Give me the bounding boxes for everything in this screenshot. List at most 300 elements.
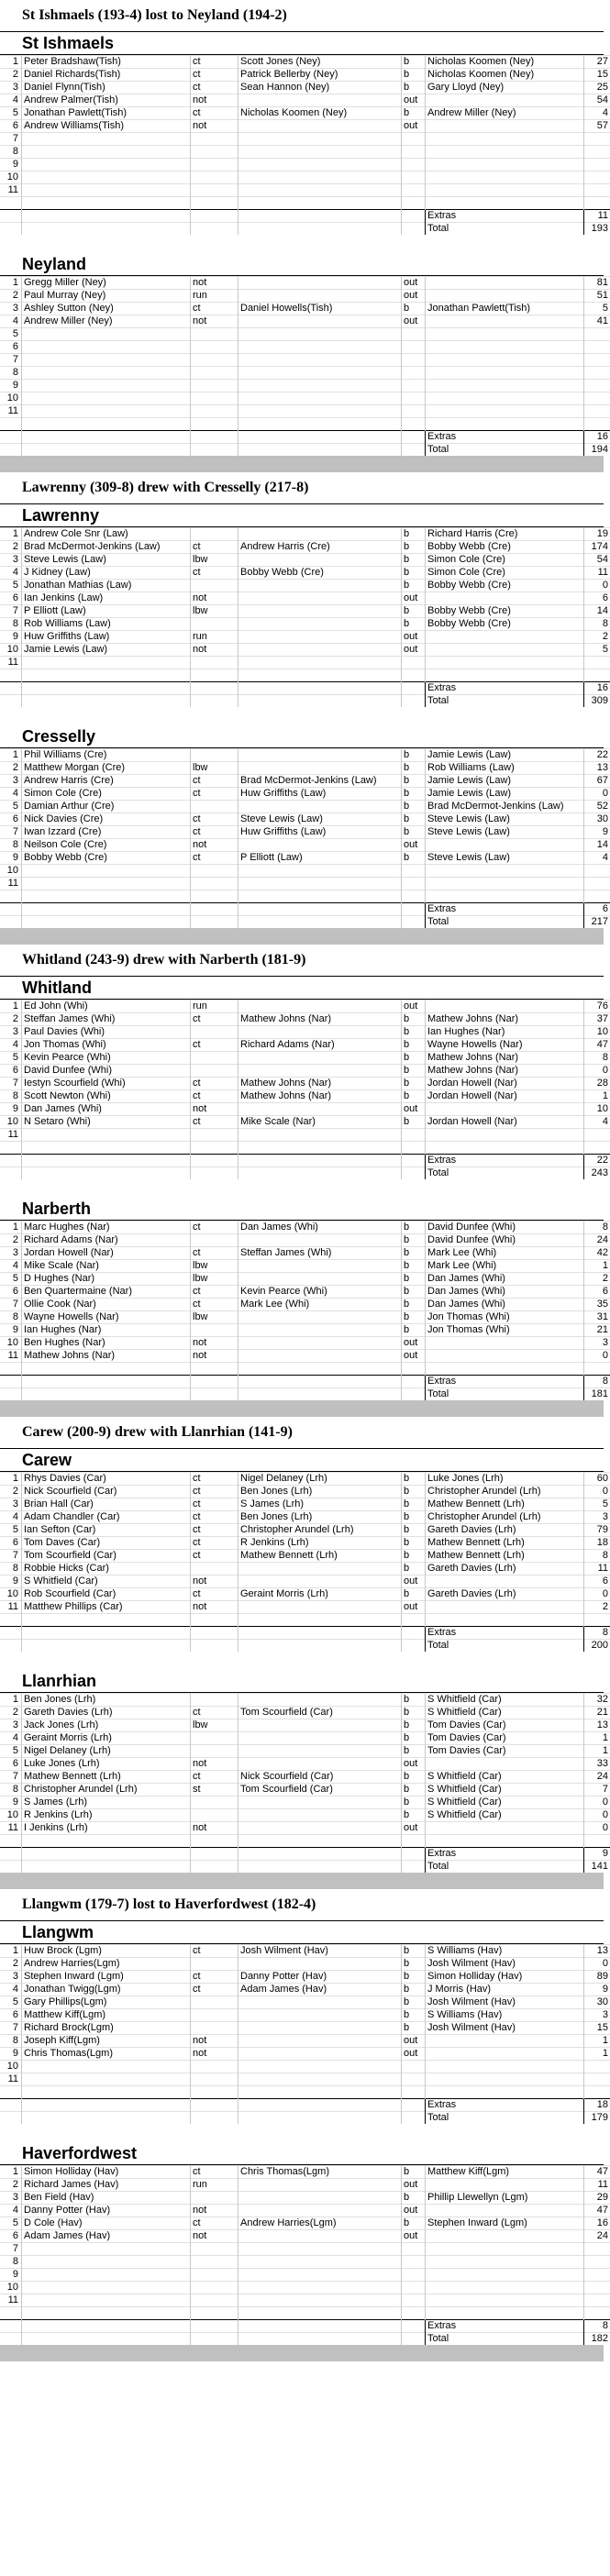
bowler-name xyxy=(426,2073,584,2086)
fielder-name: Mark Lee (Whi) xyxy=(238,1299,402,1311)
fielder-name xyxy=(238,801,402,813)
batting-position: 6 xyxy=(0,813,22,826)
extras-label: Extras xyxy=(426,1627,584,1640)
empty-cell xyxy=(238,1155,402,1167)
empty-cell xyxy=(191,1167,238,1180)
empty-cell xyxy=(426,669,584,682)
empty-cell xyxy=(0,2320,22,2333)
bowler-name: Simon Cole (Cre) xyxy=(426,567,584,580)
bowled-marker xyxy=(402,133,426,146)
bowler-name: Mark Lee (Whi) xyxy=(426,1260,584,1273)
total-row xyxy=(0,2333,610,2346)
bowled-marker: b xyxy=(402,1771,426,1784)
bowler-name: Nicholas Koomen (Ney) xyxy=(426,69,584,82)
runs: 2 xyxy=(584,631,610,644)
fielder-name: Daniel Howells(Tish) xyxy=(238,303,402,315)
bowler-name: Dan James (Whi) xyxy=(426,1299,584,1311)
dismissal-type: ct xyxy=(191,1078,238,1090)
empty-cell xyxy=(584,1363,610,1376)
bowler-name: Wayne Howells (Nar) xyxy=(426,1039,584,1052)
empty-cell xyxy=(0,431,22,444)
runs xyxy=(584,184,610,197)
batting-position: 4 xyxy=(0,2205,22,2217)
fielder-name xyxy=(238,1052,402,1065)
dismissal-type: not xyxy=(191,592,238,605)
fielder-name: Tom Scourfield (Car) xyxy=(238,1707,402,1719)
batsman-name: Ed John (Whi) xyxy=(22,1001,191,1013)
fielder-name xyxy=(238,159,402,171)
empty-cell xyxy=(238,1640,402,1653)
batting-position: 11 xyxy=(0,1129,22,1142)
batting-row xyxy=(0,1273,610,1286)
batting-position: 1 xyxy=(0,1694,22,1707)
bowled-marker: b xyxy=(402,1486,426,1498)
batsman-name: Adam Chandler (Car) xyxy=(22,1511,191,1524)
fielder-name xyxy=(238,657,402,669)
empty-cell xyxy=(191,431,238,444)
bowled-marker xyxy=(402,2061,426,2073)
runs xyxy=(584,328,610,341)
empty-cell xyxy=(0,2086,22,2099)
bowled-marker: b xyxy=(402,528,426,541)
fielder-name xyxy=(238,2256,402,2269)
batting-row xyxy=(0,2269,610,2282)
empty-cell xyxy=(22,1155,191,1167)
bowled-marker: b xyxy=(402,1996,426,2009)
dismissal-type: ct xyxy=(191,56,238,69)
batting-position: 7 xyxy=(0,826,22,839)
dismissal-type: ct xyxy=(191,1247,238,1260)
fielder-name: Dan James (Whi) xyxy=(238,1222,402,1234)
batting-position: 1 xyxy=(0,277,22,290)
empty-cell xyxy=(22,210,191,223)
empty-cell xyxy=(402,1861,426,1874)
batting-row xyxy=(0,1732,610,1745)
runs: 11 xyxy=(584,567,610,580)
runs: 54 xyxy=(584,554,610,567)
batting-row xyxy=(0,1719,610,1732)
batting-position: 8 xyxy=(0,1311,22,1324)
bowled-marker: b xyxy=(402,567,426,580)
bowled-marker: b xyxy=(402,541,426,554)
runs: 1 xyxy=(584,2035,610,2048)
dismissal-type: ct xyxy=(191,1984,238,1996)
bowler-name: Bobby Webb (Cre) xyxy=(426,605,584,618)
dismissal-type: ct xyxy=(191,1090,238,1103)
batsman-name: J Kidney (Law) xyxy=(22,567,191,580)
batting-position: 2 xyxy=(0,1486,22,1498)
total-label: Total xyxy=(426,1167,584,1180)
bowled-marker: b xyxy=(402,2217,426,2230)
fielder-name xyxy=(238,1797,402,1809)
batting-row xyxy=(0,2243,610,2256)
batting-row xyxy=(0,878,610,890)
batsman-name: David Dunfee (Whi) xyxy=(22,1065,191,1078)
fielder-name: Bobby Webb (Cre) xyxy=(238,567,402,580)
blank-row xyxy=(0,669,610,682)
batting-position: 10 xyxy=(0,1588,22,1601)
batting-position: 7 xyxy=(0,605,22,618)
batting-position: 8 xyxy=(0,146,22,159)
dismissal-type: not xyxy=(191,2035,238,2048)
batting-position: 11 xyxy=(0,1822,22,1835)
dismissal-type xyxy=(191,1234,238,1247)
batting-row xyxy=(0,788,610,801)
match-separator xyxy=(0,1873,604,1889)
batsman-name: Jonathan Twigg(Lgm) xyxy=(22,1984,191,1996)
batting-row xyxy=(0,328,610,341)
empty-cell xyxy=(22,1627,191,1640)
batting-row xyxy=(0,1052,610,1065)
empty-cell xyxy=(0,890,22,903)
batting-row xyxy=(0,1694,610,1707)
empty-cell xyxy=(22,682,191,695)
batting-position: 10 xyxy=(0,1337,22,1350)
batsman-name: Joseph Kiff(Lgm) xyxy=(22,2035,191,2048)
fielder-name xyxy=(238,1809,402,1822)
dismissal-type: lbw xyxy=(191,554,238,567)
runs: 21 xyxy=(584,1707,610,1719)
empty-cell xyxy=(22,2086,191,2099)
extras-value: 11 xyxy=(584,210,610,223)
batting-scorecard-table xyxy=(0,55,610,235)
batting-row xyxy=(0,1103,610,1116)
batting-position: 8 xyxy=(0,1090,22,1103)
dismissal-type xyxy=(191,2243,238,2256)
extras-value: 9 xyxy=(584,1848,610,1861)
bowled-marker: b xyxy=(402,1311,426,1324)
empty-cell xyxy=(238,695,402,708)
batting-scorecard-table xyxy=(0,1472,610,1652)
team-title: Cresselly xyxy=(0,725,604,748)
bowled-marker: b xyxy=(402,554,426,567)
fielder-name: Mathew Johns (Nar) xyxy=(238,1013,402,1026)
batting-row xyxy=(0,2192,610,2205)
fielder-name xyxy=(238,1719,402,1732)
batsman-name: Jon Thomas (Whi) xyxy=(22,1039,191,1052)
total-row xyxy=(0,1640,610,1653)
batting-row xyxy=(0,1575,610,1588)
dismissal-type xyxy=(191,657,238,669)
bowled-marker: b xyxy=(402,1797,426,1809)
bowler-name: Simon Cole (Cre) xyxy=(426,554,584,567)
batting-scorecard-table xyxy=(0,527,610,707)
bowler-name xyxy=(426,1129,584,1142)
bowled-marker xyxy=(402,2073,426,2086)
bowler-name xyxy=(426,171,584,184)
batting-position: 8 xyxy=(0,2035,22,2048)
total-row xyxy=(0,1388,610,1401)
batsman-name: Andrew Palmer(Tish) xyxy=(22,94,191,107)
batting-row xyxy=(0,1498,610,1511)
batsman-name: Damian Arthur (Cre) xyxy=(22,801,191,813)
runs: 1 xyxy=(584,2048,610,2061)
empty-cell xyxy=(402,210,426,223)
dismissal-type: ct xyxy=(191,82,238,94)
bowled-marker xyxy=(402,1129,426,1142)
batsman-name: Ben Field (Hav) xyxy=(22,2192,191,2205)
runs xyxy=(584,159,610,171)
blank-row xyxy=(0,1835,610,1848)
extras-row xyxy=(0,682,610,695)
batting-position: 7 xyxy=(0,2243,22,2256)
total-value: 309 xyxy=(584,695,610,708)
batsman-name: Geraint Morris (Lrh) xyxy=(22,1732,191,1745)
batsman-name xyxy=(22,2269,191,2282)
bowler-name: Rob Williams (Law) xyxy=(426,762,584,775)
bowled-marker: b xyxy=(402,1524,426,1537)
empty-cell xyxy=(191,2112,238,2125)
fielder-name xyxy=(238,580,402,592)
runs: 19 xyxy=(584,528,610,541)
dismissal-type: run xyxy=(191,2179,238,2192)
runs xyxy=(584,367,610,380)
empty-cell xyxy=(238,210,402,223)
fielder-name xyxy=(238,1745,402,1758)
batsman-name: Nick Davies (Cre) xyxy=(22,813,191,826)
fielder-name: Chris Thomas(Lgm) xyxy=(238,2166,402,2179)
bowler-name: S Whitfield (Car) xyxy=(426,1771,584,1784)
total-value: 141 xyxy=(584,1861,610,1874)
batting-position: 8 xyxy=(0,618,22,631)
bowled-marker xyxy=(402,2243,426,2256)
batting-position: 9 xyxy=(0,159,22,171)
fielder-name xyxy=(238,1350,402,1363)
batting-position: 8 xyxy=(0,367,22,380)
bowled-marker xyxy=(402,171,426,184)
bowled-marker: b xyxy=(402,1537,426,1550)
batting-position: 2 xyxy=(0,541,22,554)
dismissal-type: not xyxy=(191,1601,238,1614)
blank-row xyxy=(0,418,610,431)
batting-row xyxy=(0,2282,610,2294)
batsman-name: Matthew Morgan (Cre) xyxy=(22,762,191,775)
batting-row xyxy=(0,1707,610,1719)
batsman-name xyxy=(22,133,191,146)
batting-row xyxy=(0,1486,610,1498)
bowled-marker: b xyxy=(402,1026,426,1039)
batting-row xyxy=(0,1026,610,1039)
batting-position: 1 xyxy=(0,1945,22,1958)
runs xyxy=(584,2243,610,2256)
batting-row xyxy=(0,2061,610,2073)
empty-cell xyxy=(0,2112,22,2125)
runs: 89 xyxy=(584,1971,610,1984)
runs: 31 xyxy=(584,1311,610,1324)
empty-cell xyxy=(22,903,191,916)
empty-cell xyxy=(22,1167,191,1180)
innings-spacer xyxy=(0,1179,604,1198)
bowler-name xyxy=(426,2035,584,2048)
dismissal-type xyxy=(191,1563,238,1575)
empty-cell xyxy=(0,916,22,929)
empty-cell xyxy=(238,444,402,457)
dismissal-type xyxy=(191,580,238,592)
batting-row xyxy=(0,618,610,631)
empty-cell xyxy=(426,197,584,210)
batting-row xyxy=(0,2166,610,2179)
empty-cell xyxy=(22,444,191,457)
batting-row xyxy=(0,1247,610,1260)
bowler-name: Dan James (Whi) xyxy=(426,1273,584,1286)
fielder-name xyxy=(238,1260,402,1273)
bowler-name: Nicholas Koomen (Ney) xyxy=(426,56,584,69)
batting-position: 2 xyxy=(0,69,22,82)
batting-row xyxy=(0,1745,610,1758)
runs: 0 xyxy=(584,1486,610,1498)
batting-row xyxy=(0,852,610,865)
dismissal-type: ct xyxy=(191,1588,238,1601)
batting-row xyxy=(0,1065,610,1078)
batsman-name xyxy=(22,367,191,380)
dismissal-type xyxy=(191,1052,238,1065)
empty-cell xyxy=(22,223,191,236)
runs: 13 xyxy=(584,1945,610,1958)
batting-position: 5 xyxy=(0,1996,22,2009)
bowled-marker: b xyxy=(402,1707,426,1719)
dismissal-type xyxy=(191,618,238,631)
empty-cell xyxy=(0,1627,22,1640)
extras-row xyxy=(0,431,610,444)
bowler-name: Mathew Bennett (Lrh) xyxy=(426,1550,584,1563)
empty-cell xyxy=(402,223,426,236)
batting-row xyxy=(0,1822,610,1835)
bowler-name: S Williams (Hav) xyxy=(426,1945,584,1958)
empty-cell xyxy=(22,1142,191,1155)
bowler-name: Josh Wilment (Hav) xyxy=(426,1996,584,2009)
total-row xyxy=(0,695,610,708)
extras-value: 6 xyxy=(584,903,610,916)
empty-cell xyxy=(426,1614,584,1627)
empty-cell xyxy=(238,1376,402,1388)
match-title: St Ishmaels (193-4) lost to Neyland (194-2) xyxy=(0,0,604,32)
match-separator xyxy=(0,2345,604,2361)
fielder-name xyxy=(238,94,402,107)
runs: 35 xyxy=(584,1299,610,1311)
batsman-name: Stephen Inward (Lgm) xyxy=(22,1971,191,1984)
fielder-name: Sean Hannon (Ney) xyxy=(238,82,402,94)
dismissal-type: ct xyxy=(191,1498,238,1511)
fielder-name xyxy=(238,1563,402,1575)
batting-scorecard-table xyxy=(0,748,610,928)
dismissal-type: not xyxy=(191,644,238,657)
batsman-name: Luke Jones (Lrh) xyxy=(22,1758,191,1771)
batting-position: 8 xyxy=(0,1784,22,1797)
bowled-marker: b xyxy=(402,580,426,592)
batting-position: 6 xyxy=(0,592,22,605)
batting-row xyxy=(0,277,610,290)
runs: 8 xyxy=(584,1222,610,1234)
runs xyxy=(584,657,610,669)
batsman-name: Simon Cole (Cre) xyxy=(22,788,191,801)
dismissal-type: lbw xyxy=(191,1260,238,1273)
batting-position: 6 xyxy=(0,1065,22,1078)
batting-row xyxy=(0,1809,610,1822)
extras-label: Extras xyxy=(426,1848,584,1861)
extras-value: 8 xyxy=(584,2320,610,2333)
team-title: Llangwm xyxy=(0,1921,604,1944)
team-title: Llanrhian xyxy=(0,1670,604,1693)
batting-position: 2 xyxy=(0,762,22,775)
empty-cell xyxy=(191,418,238,431)
bowled-marker: out xyxy=(402,290,426,303)
fielder-name xyxy=(238,146,402,159)
empty-cell xyxy=(0,223,22,236)
batsman-name: P Elliott (Law) xyxy=(22,605,191,618)
runs: 30 xyxy=(584,1996,610,2009)
bowled-marker: b xyxy=(402,762,426,775)
team-title: Lawrenny xyxy=(0,504,604,527)
total-value: 182 xyxy=(584,2333,610,2346)
batting-position: 4 xyxy=(0,1511,22,1524)
extras-row xyxy=(0,2320,610,2333)
match-title: Llangwm (179-7) lost to Haverfordwest (182-4) xyxy=(0,1889,604,1921)
match-title: Whitland (243-9) drew with Narberth (181-9) xyxy=(0,945,604,977)
bowler-name: Jamie Lewis (Law) xyxy=(426,788,584,801)
dismissal-type: st xyxy=(191,1784,238,1797)
batting-position: 8 xyxy=(0,839,22,852)
empty-cell xyxy=(0,210,22,223)
batting-position: 2 xyxy=(0,1234,22,1247)
batting-position: 4 xyxy=(0,1984,22,1996)
empty-cell xyxy=(22,695,191,708)
batsman-name: Ben Hughes (Nar) xyxy=(22,1337,191,1350)
extras-label: Extras xyxy=(426,1155,584,1167)
batting-position: 7 xyxy=(0,2022,22,2035)
total-label: Total xyxy=(426,2333,584,2346)
runs: 27 xyxy=(584,56,610,69)
empty-cell xyxy=(238,1388,402,1401)
bowler-name xyxy=(426,644,584,657)
batting-row xyxy=(0,1511,610,1524)
batting-row xyxy=(0,657,610,669)
batting-row xyxy=(0,541,610,554)
runs: 54 xyxy=(584,94,610,107)
dismissal-type xyxy=(191,171,238,184)
empty-cell xyxy=(22,2333,191,2346)
fielder-name: Adam James (Hav) xyxy=(238,1984,402,1996)
runs xyxy=(584,865,610,878)
extras-row xyxy=(0,2099,610,2112)
runs: 57 xyxy=(584,120,610,133)
batsman-name xyxy=(22,159,191,171)
empty-cell xyxy=(191,682,238,695)
bowler-name: Gary Lloyd (Ney) xyxy=(426,82,584,94)
batting-row xyxy=(0,1260,610,1273)
empty-cell xyxy=(426,418,584,431)
bowled-marker: b xyxy=(402,1563,426,1575)
empty-cell xyxy=(0,1614,22,1627)
runs: 6 xyxy=(584,1286,610,1299)
batting-position: 6 xyxy=(0,1758,22,1771)
batting-row xyxy=(0,580,610,592)
batting-row xyxy=(0,2294,610,2307)
bowled-marker xyxy=(402,328,426,341)
batting-position: 4 xyxy=(0,94,22,107)
batting-position: 6 xyxy=(0,341,22,354)
total-row xyxy=(0,1861,610,1874)
dismissal-type xyxy=(191,159,238,171)
batting-row xyxy=(0,762,610,775)
runs: 11 xyxy=(584,2179,610,2192)
bowler-name xyxy=(426,1601,584,1614)
bowler-name: Steve Lewis (Law) xyxy=(426,852,584,865)
dismissal-type: run xyxy=(191,290,238,303)
empty-cell xyxy=(0,1363,22,1376)
empty-cell xyxy=(191,210,238,223)
dismissal-type: ct xyxy=(191,1299,238,1311)
empty-cell xyxy=(402,890,426,903)
